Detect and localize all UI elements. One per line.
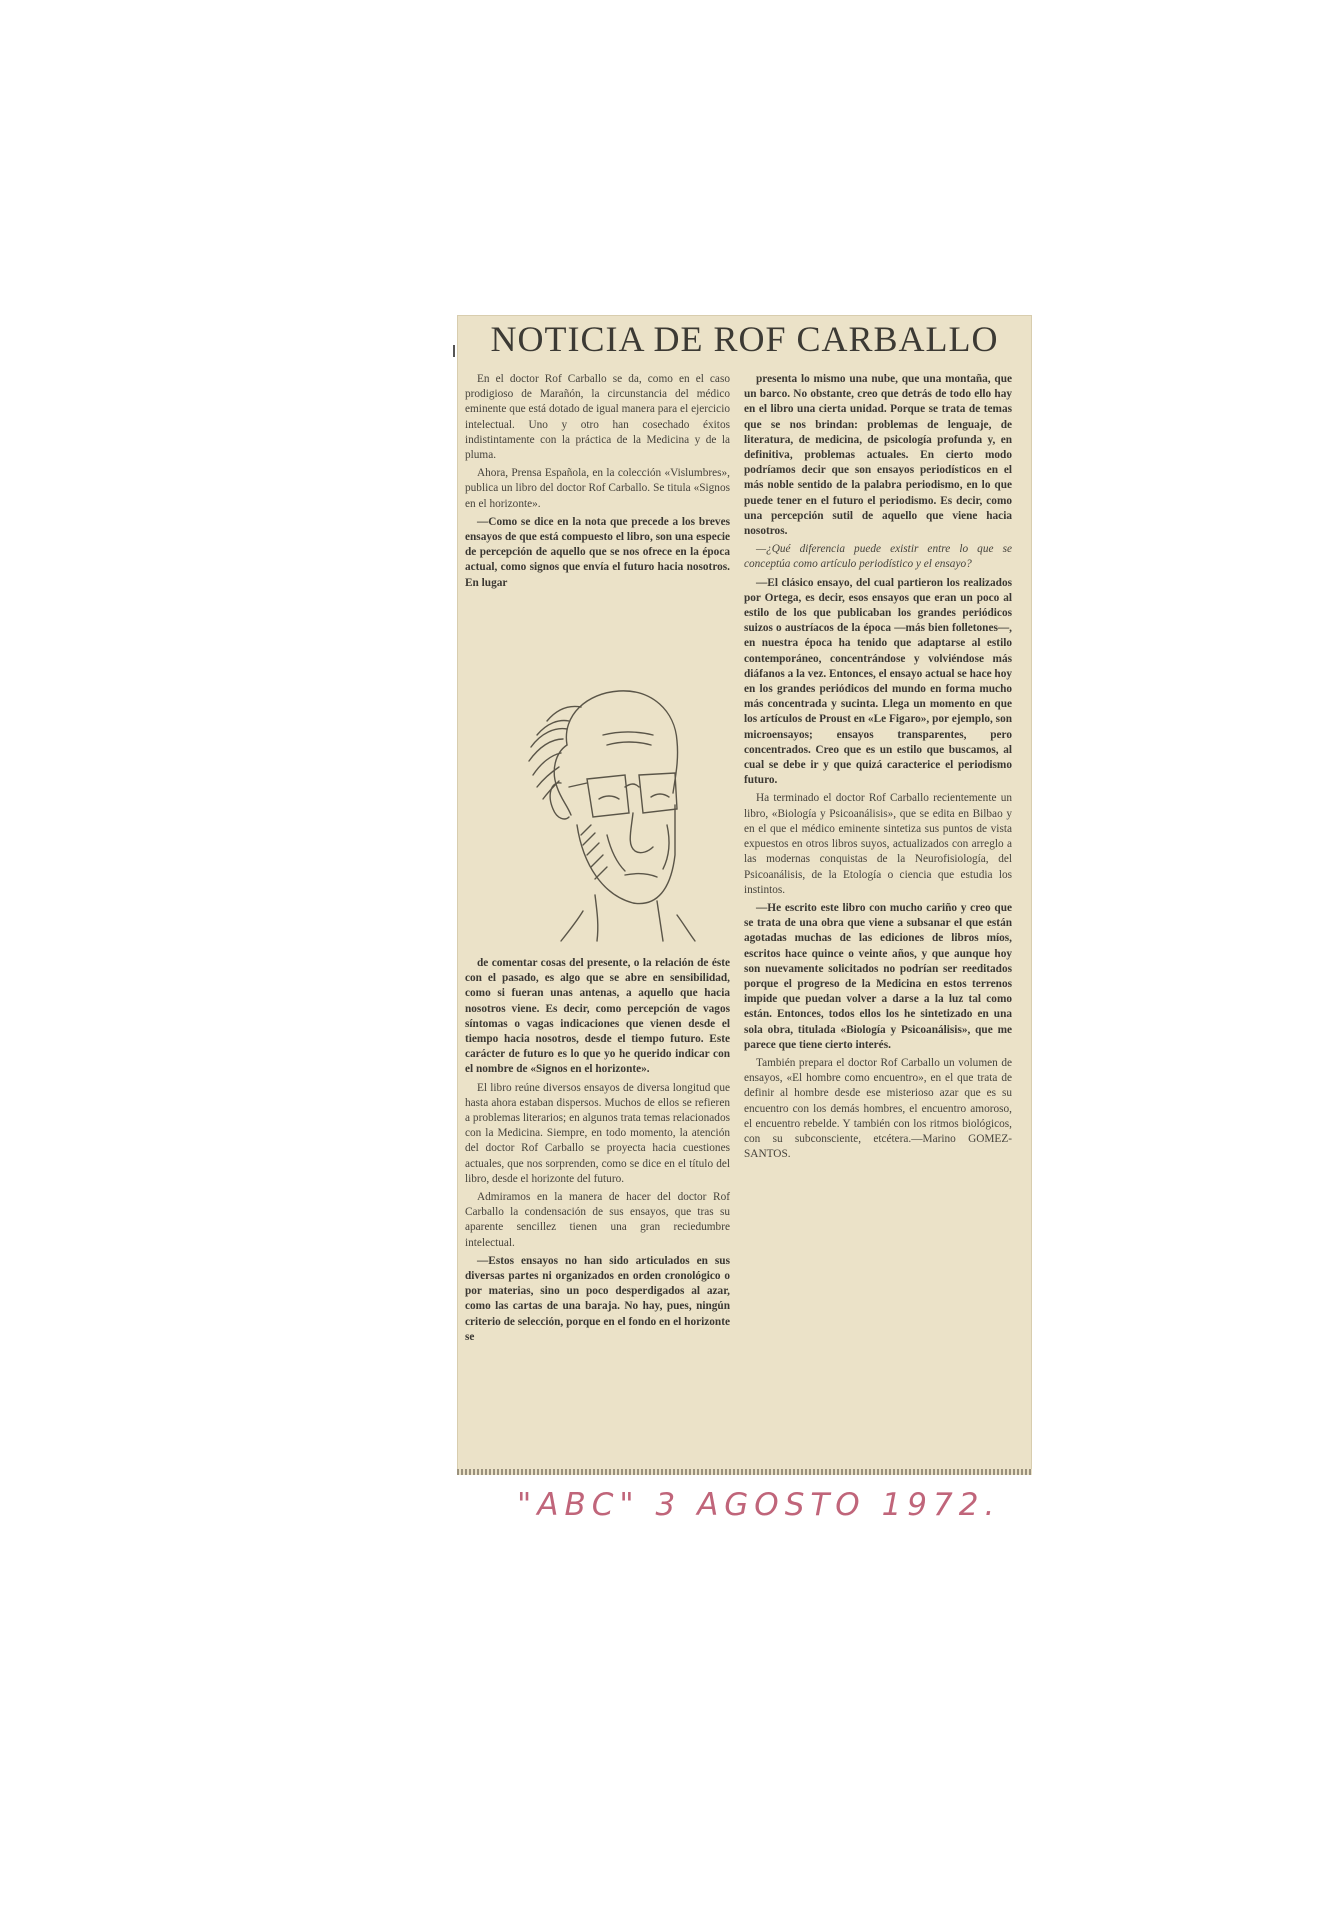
article-title: NOTICIA DE ROF CARBALLO — [490, 319, 999, 359]
article-paragraph: —El clásico ensayo, del cual partieron los realizados por Ortega, es decir, esos ensayos que eran un poco al estilo de los que publicaban los grandes periódicos suizos o austríacos de la época —más bien folletones—, en nuestra época ha tenido que adaptarse al estilo contemporáneo, concentrándose y volviéndose más diáfanos a la vez. Entonces, el ensayo actual se hace hoy en los grandes periódicos del mundo en forma mucho más concentrada y sucinta. Llega un momento en que los artículos de Proust en «Le Figaro», por ejemplo, son microensayos; ensayos transparentes, pero concentrados. Creo que es un estilo que buscamos, al cual se debe ir y que quizá caracterice el periodismo futuro. — [744, 576, 1012, 787]
handwritten-date: "ABC" 3 AGOSTO 1972. — [517, 1487, 1001, 1523]
article-paragraph: de comentar cosas del presente, o la relación de éste con el pasado, es algo que se abre en sensibilidad, como si fueran unas antenas, a aquello que hacia nosotros viene. Es decir, como percepción de vagos síntomas o vagas indicaciones que vienen desde el tiempo hacia nosotros, desde el tiempo futuro. Este carácter de futuro es lo que yo he querido indicar con el nombre de «Signos en el horizonte». — [465, 957, 730, 1076]
column-left-top — [465, 372, 730, 594]
article-paragraph: —¿Qué diferencia puede existir entre lo que se conceptúa como artículo periodístico y el ensayo? — [744, 543, 1012, 571]
article-paragraph: Ahora, Prensa Española, en la colección «Vislumbres», publica un libro del doctor Rof Carballo. Se titula «Signos en el horizonte». — [465, 467, 730, 510]
column-right — [744, 372, 1012, 1165]
clip-edge-mark — [453, 345, 455, 357]
column-left-bottom — [465, 956, 730, 1348]
article-paragraph: El libro reúne diversos ensayos de diversa longitud que hasta ahora estaban dispersos. Muchos de ellos se refieren a problemas literarios; en algunos trata temas relacionados con la Medicina. Siempre, en todo momento, la atención del doctor Rof Carballo se proyecta hacia cuestiones actuales, que nos sorprenden, como se dice en el título del libro, desde el horizonte del futuro. — [465, 1081, 730, 1185]
newspaper-clipping — [457, 315, 1032, 1475]
article-paragraph: —He escrito este libro con mucho cariño y creo que se trata de una obra que viene a subsanar el que están agotadas muchas de las ediciones de libros míos, escritos hace quince o veinte años, y que aunque hoy son nuevamente solicitados no podrían ser reeditados porque el progreso de la Medicina en estos terrenos impide que puedan volver a darse a la luz tal como están. Entonces, todos ellos los he sintetizado en una sola obra, titulada «Biología y Psicoanálisis», que me parece que tiene cierto interés. — [744, 901, 1012, 1051]
article-paragraph: Admiramos en la manera de hacer del doctor Rof Carballo la condensación de sus ensayos, que tras su aparente sencillez tienen una gran reciedumbre intelectual. — [465, 1191, 730, 1249]
article-paragraph: —Como se dice en la nota que precede a los breves ensayos de que está compuesto el libro, son una especie de percepción de aquello que se nos ofrece en la época actual, como signos que envía el futuro hacia nosotros. En lugar — [465, 515, 730, 589]
article-paragraph: Ha terminado el doctor Rof Carballo recientemente un libro, «Biología y Psicoanálisis», que se edita en Bilbao y en el que el médico eminente sintetiza sus puntos de vista expuestos en otros libros suyos, actualizados con arreglo a las modernas conquistas de la Neurofisiología, del Psicoanálisis, de la Etología o ciencia que estudia los instintos. — [744, 792, 1012, 896]
article-paragraph: En el doctor Rof Carballo se da, como en el caso prodigioso de Marañón, la circunstancia del médico eminente que está dotado de igual manera para el ejercicio intelectual. Uno y otro han cosechado éxitos indistintamente con la práctica de la Medicina y de la pluma. — [465, 373, 730, 462]
article-paragraph: —Estos ensayos no han sido articulados en sus diversas partes ni organizados en orden cronológico o por materias, sino un poco desperdigados al azar, como las cartas de una baraja. No hay, pues, ningún criterio de selección, porque en el fondo en el horizonte se — [465, 1254, 730, 1343]
article-paragraph: También prepara el doctor Rof Carballo un volumen de ensayos, «El hombre como encuentro», en el que trata de definir al hombre desde ese misterioso azar que es su encuentro con los demás hombres, el encuentro amoroso, el encuentro rebelde. Y también con los ritmos biológicos, con su subconsciente, etcétera.—Marino GOMEZ-SANTOS. — [744, 1056, 1012, 1161]
article-paragraph: presenta lo mismo una nube, que una montaña, que un barco. No obstante, creo que detrás de todo ello hay en el libro una cierta unidad. Porque se trata de temas que se nos brindan: problemas de lenguaje, de literatura, de medicina, de psicología profunda y, en definitiva, problemas actuales. En cierto modo podríamos decir que son ensayos periodísticos en el más noble sentido de la palabra periodismo, en lo que puede tener en el futuro el periodismo. Es decir, como una percepción sutil de aquello que viene hacia nosotros. — [744, 373, 1012, 538]
bottom-rule — [457, 1469, 1032, 1475]
portrait-illustration — [507, 675, 702, 945]
